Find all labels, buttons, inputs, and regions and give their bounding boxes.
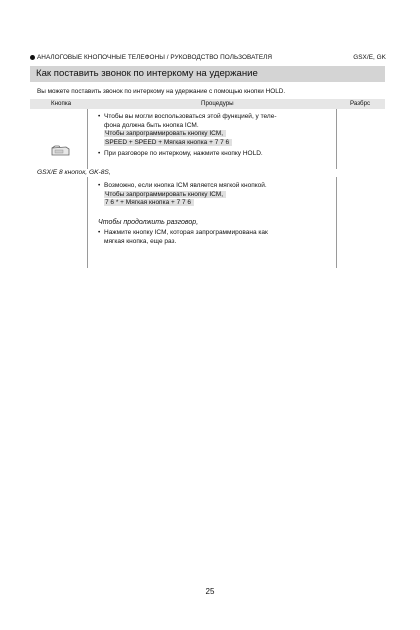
header-bullet-icon	[30, 55, 35, 60]
row1-item1-line1: Чтобы вы могли воспользоваться этой функцией, у теле-	[104, 113, 277, 120]
section-title: Как поставить звонок по интеркому на удержание	[36, 68, 258, 79]
table-header	[30, 99, 385, 109]
row2-bullet: •	[98, 229, 101, 236]
row2-item1-line3: 7 6 * + Мягкая кнопка + 7 7 6	[104, 199, 194, 207]
table-divider	[87, 177, 88, 268]
intro-text: Вы можете поставить звонок по интеркому на удержание с помощью кнопки HOLD.	[37, 88, 286, 95]
page-number: 25	[205, 587, 215, 596]
header-breadcrumb: АНАЛОГОВЫЕ КНОПОЧНЫЕ ТЕЛЕФОНЫ / РУКОВОДСТВО ПОЛЬЗОВАТЕЛЯ	[37, 54, 273, 61]
row1-item2-line1: При разговоре по интеркому, нажмите кнопку HOLD.	[104, 150, 263, 157]
row2-bullet: •	[98, 182, 101, 189]
table-divider	[336, 109, 337, 169]
row1-item1-line2: фона должна быть кнопка ICM.	[104, 121, 199, 129]
row1-bullet: •	[98, 113, 101, 120]
row2-item1-line2: Чтобы запрограммировать кнопку ICM,	[104, 191, 226, 199]
column-header-button: Кнопка	[51, 100, 72, 107]
column-header-result: Разбрс	[350, 100, 371, 107]
row2-item2-line1: Нажмите кнопку ICM, которая запрограммирована как	[104, 229, 268, 236]
row1-item1-line3: Чтобы запрограммировать кнопку ICM,	[104, 130, 226, 138]
row1-bullet: •	[98, 150, 101, 157]
column-header-procedure: Процедуры	[201, 100, 234, 107]
section-title-bar	[30, 66, 385, 82]
row2-item2-line2: мягкая кнопка, еще раз.	[104, 237, 177, 245]
row2-item1-line1: Возможно, если кнопка ICM является мягкой кнопкой.	[104, 182, 267, 189]
table-divider	[336, 177, 337, 268]
row2-model-label: GSX/E 8 кнопок, GK-8S,	[37, 169, 111, 176]
phone-icon	[50, 144, 70, 156]
header-model: GSX/E, GK	[353, 54, 386, 61]
page-header	[30, 54, 386, 64]
row1-item1-line4: SPEED + SPEED + Мягкая кнопка + 7 7 6	[104, 139, 232, 147]
table-divider	[87, 109, 88, 169]
row2-subheading: Чтобы продолжить разговор,	[98, 219, 199, 226]
